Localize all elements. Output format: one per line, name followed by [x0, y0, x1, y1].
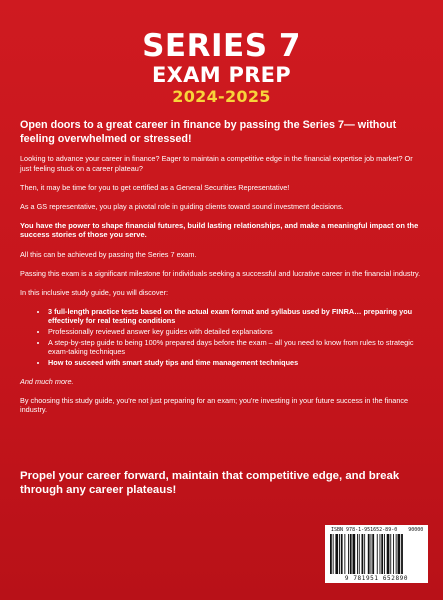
paragraph-advance-career: Looking to advance your career in finance? Eager to maintain a competitive edge in the financial expertise job market? Or just feeling stuck on a career plateau?: [20, 154, 413, 173]
title-block: [0, 30, 443, 107]
blurb-text: [20, 118, 425, 425]
isbn-label: [331, 527, 423, 533]
list-item: • How to succeed with smart study tips and time management techniques: [48, 358, 425, 367]
isbn-barcode: [325, 525, 428, 583]
list-item: • Professionally reviewed answer key guides with detailed explanations: [48, 327, 425, 336]
closing-headline: Propel your career forward, maintain that competitive edge, and break through any career plateaus!: [20, 470, 400, 496]
paragraph-achieved: All this can be achieved by passing the Series 7 exam.: [20, 249, 197, 259]
title-year: 2024-2025: [172, 87, 271, 106]
paragraph-investing: By choosing this study guide, you're not just preparing for an exam; you're investing in your future success in the finance industry.: [20, 395, 409, 415]
paragraph-milestone: Passing this exam is a significant milestone for individuals seeking a successful and lucrative career in the financial industry.: [20, 268, 421, 278]
paragraph-gs-role: As a GS representative, you play a pivotal role in guiding clients toward sound investment decisions.: [20, 201, 344, 211]
ean-digits: 9 781951 652890: [344, 575, 409, 582]
barcode-bars-icon: [330, 534, 423, 574]
title-series-7: SERIES 7: [142, 28, 301, 64]
feature-list: [20, 307, 425, 368]
title-exam-prep: EXAM PREP: [152, 63, 291, 87]
paragraph-get-certified: Then, it may be time for you to get certified as a General Securities Representative!: [20, 182, 290, 192]
isbn-number: ISBN 978-1-951652-89-0: [331, 527, 398, 533]
paragraph-much-more: And much more.: [20, 376, 74, 386]
list-item: • A step-by-step guide to being 100% prepared days before the exam – all you need to know from rules to strategic exam-taking techniques: [48, 338, 425, 357]
price-code: 90000: [408, 527, 424, 533]
lead-headline: Open doors to a great career in finance by passing the Series 7— without feeling overwhelmed or stressed!: [20, 119, 397, 145]
paragraph-discover: In this inclusive study guide, you will discover:: [20, 287, 169, 297]
list-item: • 3 full-length practice tests based on the actual exam format and syllabus used by FINRA… preparing you effectively for real testing conditions: [48, 307, 425, 326]
paragraph-power: You have the power to shape financial futures, build lasting relationships, and make a meaningful impact on the success stories of those you serve.: [20, 220, 419, 240]
